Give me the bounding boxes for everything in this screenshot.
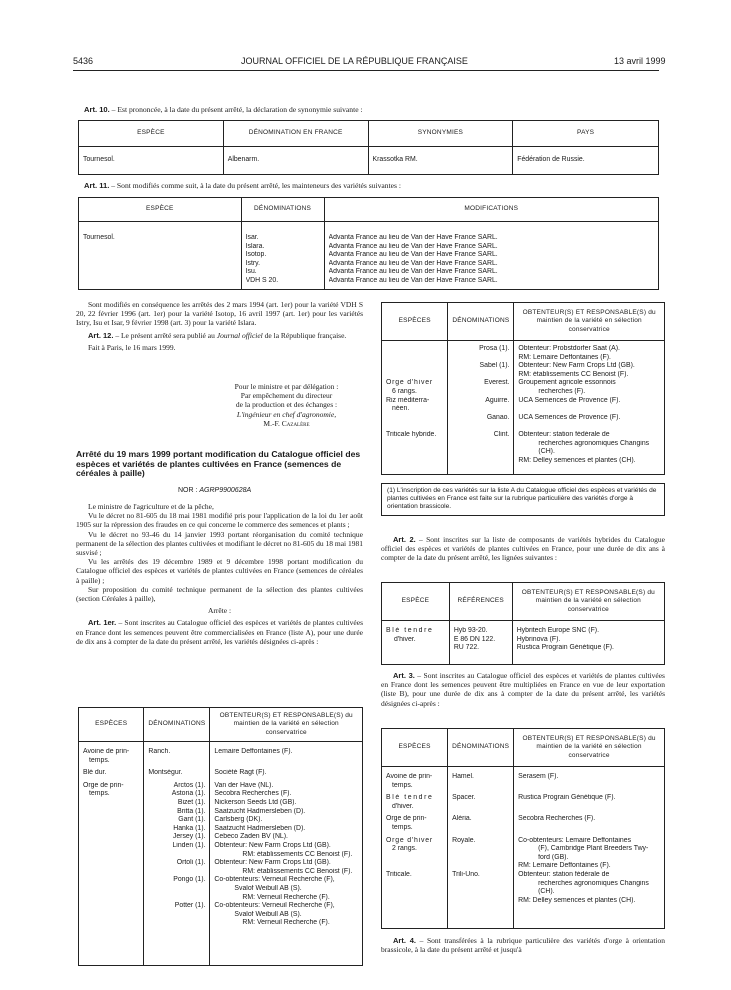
cell-obtenteur: Lemaire Deffontaines (F).	[210, 742, 363, 768]
modification: Advanta France au lieu de Van der Have France SARL.	[328, 259, 498, 267]
visa: Vu le décret no 81-605 du 18 mai 1981 modifié pris pour l'application de la loi du 1er août 1905 sur la répression des fraudes en ce qui concerne le commerce des semences et plants ;	[76, 511, 363, 530]
col-header: PAYS	[513, 121, 659, 147]
list-a-table-continued	[381, 302, 665, 475]
col-header: DÉNOMINATIONS	[448, 729, 514, 767]
modification: Advanta France au lieu de Van der Have France SARL.	[328, 234, 498, 241]
signature-line: Par empêchement du directeur	[240, 391, 333, 401]
col-header: OBTENTEUR(S) ET RESPONSABLE(S) du maintien de la variété en sélection conservatrice	[210, 708, 363, 742]
cell-denomination: Prosa (1). Sabel (1). Everest. Aguirre. Ganao. Clint.	[448, 341, 514, 475]
table-row	[382, 341, 665, 475]
left-paragraphs	[76, 300, 363, 352]
issue-date: 13 avril 1999	[614, 56, 666, 66]
cell-denomination: Montségur.	[144, 767, 210, 780]
col-header: ESPÈCE	[382, 583, 450, 621]
modified-paragraph: Sont modifiés en conséquence les arrêtés des 2 mars 1994 (art. 1er) pour la variété VDH S 20, 22 février 1996 (art. 1er) pour la variété Isotop, 16 avril 1997 (art. 1er) pour les variétés Istry, Isu et Isar, 9 février 1998 (art. 3) pour la variété Islara.	[76, 300, 363, 328]
visa: Vu les arrêtés des 19 décembre 1989 et 9 décembre 1998 portant modification du Catalogue officiel des espèces et variétés de plantes cultivées en France (semences de céréales à paille) ;	[76, 557, 363, 585]
cell-obtenteur: Van der Have (NL). Secobra Recherches (F). Nickerson Seeds Ltd (GB). Saatzucht Hadmersleben (D). Carlsberg (DK). Saatzucht Hadmersleben (D). Cebeco Zaden BV (NL). Obtenteur: New Farm Crops Ltd (GB). RM: établissements CC Benoist (F). Obtenteur: New Farm Crops Ltd (GB). RM: établissements CC Benoist (F). Co-obtenteurs: Verneuil Recherche (F), Svalof Weibull AB (S). RM: Verneuil Recherche (F). Co-obtenteurs: Verneuil Recherche (F), Svalof Weibull AB (S). RM: Verneuil Recherche (F).	[210, 780, 363, 966]
cell-espece: Tournesol.	[79, 147, 224, 175]
table-row	[382, 621, 665, 665]
visa: Vu le décret no 93-46 du 14 janvier 1993 portant réorganisation du comité technique permanent de la sélection des plantes cultivées et modifiant le décret no 81-605 du 18 mai 1981 susvisé ;	[76, 529, 363, 558]
col-header: ESPÈCES	[382, 729, 448, 767]
cell-references: Hyb 93-20. E 86 DN 122. RU 722.	[449, 621, 512, 665]
cell-denomination: Hamel. Spacer. Aléria. Royale. Trili-Uno.	[448, 767, 514, 929]
table-row	[79, 742, 363, 768]
art11-table	[78, 197, 659, 290]
art11-text: Art. 11. – Sont modifiés comme suit, à la date du présent arrêté, les mainteneurs des variétés suivantes :	[84, 181, 401, 190]
header-rule	[73, 70, 659, 71]
denomination: Islara.	[245, 242, 265, 250]
signatory: M.-F. Cazalère	[263, 418, 310, 428]
nor-reference: NOR : AGRP9900628A	[178, 487, 252, 494]
cell-espece: Avoine de prin- temps.	[79, 742, 144, 768]
cell-espece: Blé dur.	[79, 767, 144, 780]
art2-table	[381, 582, 665, 665]
col-header: SYNONYMIES	[368, 121, 513, 147]
done-at: Fait à Paris, le 16 mars 1999.	[88, 342, 176, 352]
cell-espece: Avoine de prin- temps. Blé tendre d'hiver. Orge de prin- temps. Orge d'hiver 2 rangs. Triticale.	[382, 767, 448, 929]
col-header: ESPÈCE	[79, 121, 224, 147]
art3-paragraph: Art. 3. – Sont inscrites au Catalogue officiel des espèces et variétés de plantes cultivées en France dont les semences peuvent être multipliées en France en vue de leur exportation (liste B), pour une durée de dix ans à compter de la date du présent arrêté, les variétés désignées ci-après :	[381, 671, 665, 708]
modification: Advanta France au lieu de Van der Have France SARL.	[328, 268, 498, 276]
cell-obtenteur: Hybritech Europe SNC (F). Hybrinova (F). Rustica Prograin Génétique (F).	[512, 621, 664, 665]
cell-pays: Fédération de Russie.	[513, 147, 659, 175]
denomination: Istry.	[245, 259, 260, 267]
arrete-heading: Arrête :	[207, 606, 232, 616]
art4-paragraph: Art. 4. – Sont transférées à la rubrique particulière des variétés d'orge à orientation brassicole, à la date du présent arrêté et jusqu'à	[381, 936, 665, 955]
table-row	[79, 767, 363, 780]
cell-obtenteur: Serasem (F). Rustica Prograin Génétique (F). Secobra Recherches (F). Co-obtenteurs: Lemaire Deffontaines (F), Cambridge Plant Breeders Twy- ford (GB). RM: Lemaire Deffontaines (F). Obtenteur: station fédérale de recherches agronomiques Changins (CH). RM: Delley semences et plantes (CH).	[514, 767, 665, 929]
cell-denomination: Albenarm.	[223, 147, 368, 175]
cell-obtenteur: Obtenteur: Probstdorfer Saat (A). RM: Lemaire Deffontaines (F). Obtenteur: New Farm Crops Ltd (GB). RM: établissements CC Benoist (F). Groupement agricole essonnois recherches (F). UCA Semences de Provence (F). UCA Semences de Provence (F). Obtenteur: station fédérale de recherches agronomiques Changins (CH). RM: Delley semences et plantes (CH).	[514, 341, 665, 475]
cell-synonymies: Krassotka RM.	[368, 147, 513, 175]
footnote-box: (1) L'inscription de ces variétés sur la liste A du Catalogue officiel des espèces et variétés de plantes cultivées en France est faite sur la rubrique particulière des variétés d'orge à orientation brassicole.	[381, 483, 665, 516]
col-header: RÉFÉRENCES	[449, 583, 512, 621]
visa: Le ministre de l'agriculture et de la pêche,	[88, 502, 214, 511]
table-row	[79, 222, 659, 290]
col-header: ESPÈCES	[79, 708, 144, 742]
col-header: DÉNOMINATION EN FRANCE	[223, 121, 368, 147]
visas	[76, 502, 363, 646]
col-header: MODIFICATIONS	[324, 198, 658, 222]
cell-espece: Tournesol.	[79, 222, 242, 290]
cell-modifications	[324, 222, 658, 290]
art2-paragraph: Art. 2. – Sont inscrites sur la liste de composants de variétés hybrides du Catalogue officiel des espèces et variétés de plantes cultivées en France, pour une durée de dix ans à compter de la date du présent arrêté, les lignées suivantes :	[381, 535, 665, 563]
art10-text: Art. 10. – Est prononcée, à la date du présent arrêté, la déclaration de synonymie suivante :	[84, 105, 363, 114]
col-header: DÉNOMINATIONS	[448, 303, 514, 341]
art12-paragraph: Art. 12. – Le présent arrêté sera publié au Journal officiel de la République française.	[88, 330, 347, 340]
cell-obtenteur: Société Ragt (F).	[210, 767, 363, 780]
col-header: DÉNOMINATIONS	[144, 708, 210, 742]
art10-table	[78, 120, 659, 175]
table-row	[79, 147, 659, 175]
col-header: OBTENTEUR(S) ET RESPONSABLE(S) du maintien de la variété en sélection conservatrice	[512, 583, 664, 621]
art1-paragraph: Art. 1er. – Sont inscrites au Catalogue officiel des espèces et variétés de plantes cultivées en France dont les semences peuvent être commercialisées en France (liste A), pour une durée de dix ans à compter de la date du présent arrêté, les variétés désignées ci-après :	[76, 618, 363, 646]
decree-title: Arrêté du 19 mars 1999 portant modification du Catalogue officiel des espèces et variétés de plantes cultivées en France (semences de céréales à paille)	[76, 449, 361, 479]
col-header: OBTENTEUR(S) ET RESPONSABLE(S) du maintien de la variété en sélection conservatrice	[514, 729, 665, 767]
art3-table	[381, 728, 665, 929]
modification: Advanta France au lieu de Van der Have France SARL.	[328, 276, 498, 284]
modification: Advanta France au lieu de Van der Have France SARL.	[328, 242, 498, 250]
table-row	[382, 767, 665, 929]
col-header: ESPÈCES	[382, 303, 448, 341]
visa: Sur proposition du comité technique permanent de la sélection des plantes cultivées (section Céréales à paille),	[76, 584, 363, 604]
signature-line: de la production et des échanges :	[235, 400, 338, 410]
signature-line: Pour le ministre et par délégation :	[234, 382, 339, 391]
journal-title: JOURNAL OFFICIEL DE LA RÉPUBLIQUE FRANÇAISE	[241, 56, 468, 66]
cell-denominations	[241, 222, 324, 290]
modification: Advanta France au lieu de Van der Have France SARL.	[328, 251, 498, 259]
page-number: 5436	[73, 56, 94, 66]
cell-espece: Orge de prin- temps.	[79, 780, 144, 966]
cell-denomination: Arctos (1). Astoria (1). Bizet (1). Britta (1). Gant (1). Hanka (1). Jersey (1). Linden (1). Ortoli (1). Pongo (1). Potter (1).	[144, 780, 210, 966]
denomination: Isotop.	[245, 251, 267, 259]
signature-block	[210, 382, 363, 428]
col-header: DÉNOMINATIONS	[241, 198, 324, 222]
table-row	[79, 780, 363, 966]
cell-espece: Blé tendre d'hiver.	[382, 621, 450, 665]
col-header: ESPÈCE	[79, 198, 242, 222]
signature-line: L'ingénieur en chef d'agronomie,	[236, 409, 337, 419]
cell-espece: Orge d'hiver 6 rangs. Riz méditerra- néen. Triticale hybride.	[382, 341, 448, 475]
list-a-table	[78, 707, 363, 966]
denomination: Isar.	[245, 234, 259, 241]
cell-denomination: Ranch.	[144, 742, 210, 768]
denomination: Isu.	[245, 268, 257, 276]
denomination: VDH S 20.	[245, 276, 279, 284]
col-header: OBTENTEUR(S) ET RESPONSABLE(S) du maintien de la variété en sélection conservatrice	[514, 303, 665, 341]
